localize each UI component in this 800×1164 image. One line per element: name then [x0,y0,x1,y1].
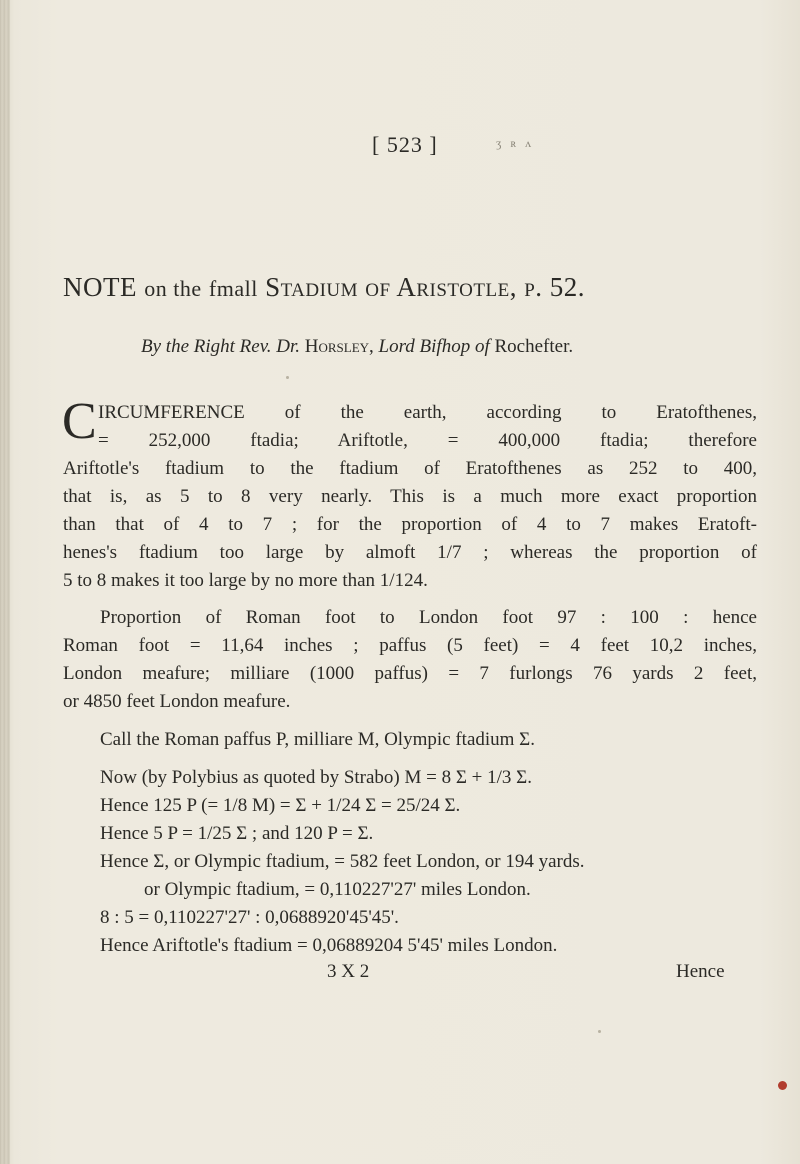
binding-gutter [0,0,10,1164]
paragraph-1-line-7: 5 to 8 makes it too large by no more than 1/124. [63,570,428,591]
title-small: fmall [208,276,258,301]
definition-line: Call the Roman paffus P, milliare M, Olympic ftadium Σ. [100,729,535,750]
paragraph-1-line-5: than that of 4 to 7 ; for the proportion of 4 to 7 makes Eratoft- [63,514,757,535]
paragraph-2-line-1: Proportion of Roman foot to London foot 97 : 100 : hence [100,607,757,628]
page-number: [ 523 ] [372,132,438,157]
author-place: Rochefter. [494,336,574,357]
author-name: Horsley, [304,336,374,357]
equation-line-5: or Olympic ftadium, = 0,110227'27' miles London. [144,879,531,900]
equation-line-2: Hence 125 P (= 1/8 M) = Σ + 1/24 Σ = 25/24 Σ. [100,795,461,816]
paragraph-1-line-1: IRCUMFERENCE of the earth, according to Eratofthenes, [98,402,757,423]
signature-mark: 3 X 2 [327,961,370,982]
catchword: Hence [676,961,725,982]
equation-line-6: 8 : 5 = 0,110227'27' : 0,0688920'45'45'. [100,907,399,928]
title-on-the: on the [144,276,202,301]
equation-line-3: Hence 5 P = 1/25 Σ ; and 120 P = Σ. [100,823,374,844]
equation-line-1: Now (by Polybius as quoted by Strabo) M = 8 Σ + 1/3 Σ. [100,767,532,788]
paragraph-2-line-2: Roman foot = 11,64 inches ; paffus (5 feet) = 4 feet 10,2 inches, [63,635,757,656]
paragraph-1-line-6: henes's ftadium too large by almoft 1/7 ; whereas the proportion of [63,542,757,563]
author-line [141,336,573,358]
note-title [63,272,585,303]
equation-line-4: Hence Σ, or Olympic ftadium, = 582 feet London, or 194 yards. [100,851,585,872]
author-title: Lord Bifhop of [378,336,490,357]
paragraph-2-line-4: or 4850 feet London meafure. [63,691,291,712]
title-note: NOTE [63,272,137,302]
author-by: By the Right Rev. Dr. [141,336,300,357]
drop-capital: C [62,393,97,450]
equation-line-7: Hence Ariftotle's ftadium = 0,06889204 5'45' miles London. [100,935,558,956]
paper-speck [286,376,289,379]
paper-speck [598,1030,601,1033]
paragraph-1-line-3: Ariftotle's ftadium to the ftadium of Eratofthenes as 252 to 400, [63,458,757,479]
title-subject: Stadium of Aristotle, p. 52. [265,272,586,302]
corner-mark: ʒ ʀ ʌ [496,136,535,150]
paragraph-2-line-3: London meafure; milliare (1000 paffus) = 7 furlongs 76 yards 2 feet, [63,663,757,684]
paragraph-1-line-2: = 252,000 ftadia; Ariftotle, = 400,000 ftadia; therefore [98,430,757,451]
paragraph-1-line-4: that is, as 5 to 8 very nearly. This is a much more exact proportion [63,486,757,507]
red-ink-dot [778,1081,787,1090]
